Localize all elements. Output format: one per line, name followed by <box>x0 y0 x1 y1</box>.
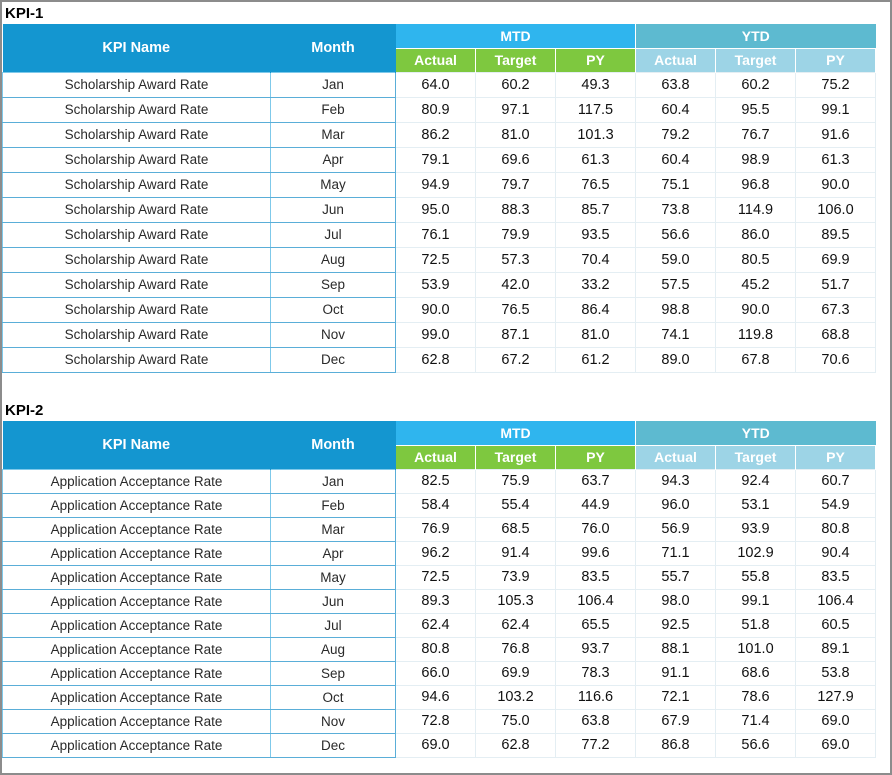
mtd-py-cell[interactable]: 33.2 <box>556 272 636 297</box>
ytd-actual-cell[interactable]: 96.0 <box>636 493 716 517</box>
ytd-actual-cell[interactable]: 63.8 <box>636 72 716 97</box>
kpi-2-section <box>2 401 876 758</box>
month-header: Month <box>271 24 396 72</box>
mtd-actual-cell[interactable]: 53.9 <box>396 272 476 297</box>
kpi-name-cell[interactable]: Scholarship Award Rate <box>3 322 271 347</box>
mtd-group-header: MTD <box>396 421 636 445</box>
mtd-py-cell[interactable]: 76.0 <box>556 517 636 541</box>
ytd-target-cell[interactable]: 53.1 <box>716 493 796 517</box>
ytd-target-header: Target <box>716 48 796 72</box>
kpi-name-cell[interactable]: Application Acceptance Rate <box>3 709 271 733</box>
ytd-target-cell[interactable]: 67.8 <box>716 347 796 372</box>
table-row <box>3 565 876 589</box>
mtd-target-cell[interactable]: 79.7 <box>476 172 556 197</box>
mtd-py-header: PY <box>556 445 636 469</box>
kpi-name-cell[interactable]: Scholarship Award Rate <box>3 247 271 272</box>
table-row <box>3 147 876 172</box>
mtd-actual-cell[interactable]: 66.0 <box>396 661 476 685</box>
ytd-py-cell[interactable]: 75.2 <box>796 72 876 97</box>
table-row <box>3 247 876 272</box>
month-cell[interactable]: Apr <box>271 541 396 565</box>
table-row <box>3 637 876 661</box>
table-row <box>3 517 876 541</box>
ytd-actual-cell[interactable]: 57.5 <box>636 272 716 297</box>
mtd-py-cell[interactable]: 93.5 <box>556 222 636 247</box>
mtd-target-cell[interactable]: 97.1 <box>476 97 556 122</box>
mtd-target-cell[interactable]: 62.4 <box>476 613 556 637</box>
month-cell[interactable]: Jan <box>271 72 396 97</box>
kpi-name-cell[interactable]: Application Acceptance Rate <box>3 541 271 565</box>
mtd-actual-cell[interactable]: 62.8 <box>396 347 476 372</box>
mtd-target-cell[interactable]: 67.2 <box>476 347 556 372</box>
kpi-2-title: KPI-2 <box>5 402 44 419</box>
ytd-py-cell[interactable]: 69.0 <box>796 733 876 757</box>
mtd-target-cell[interactable]: 76.8 <box>476 637 556 661</box>
month-header: Month <box>271 421 396 469</box>
ytd-actual-cell[interactable]: 89.0 <box>636 347 716 372</box>
mtd-actual-cell[interactable]: 89.3 <box>396 589 476 613</box>
mtd-py-cell[interactable]: 86.4 <box>556 297 636 322</box>
ytd-actual-cell[interactable]: 56.9 <box>636 517 716 541</box>
ytd-actual-cell[interactable]: 59.0 <box>636 247 716 272</box>
kpi-name-cell[interactable]: Application Acceptance Rate <box>3 493 271 517</box>
mtd-py-cell[interactable]: 61.2 <box>556 347 636 372</box>
ytd-py-cell[interactable]: 91.6 <box>796 122 876 147</box>
mtd-actual-cell[interactable]: 90.0 <box>396 297 476 322</box>
kpi-1-title: KPI-1 <box>5 5 44 22</box>
mtd-actual-cell[interactable]: 94.9 <box>396 172 476 197</box>
ytd-target-cell[interactable]: 99.1 <box>716 589 796 613</box>
mtd-py-cell[interactable]: 101.3 <box>556 122 636 147</box>
ytd-actual-header: Actual <box>636 48 716 72</box>
table-row <box>3 122 876 147</box>
mtd-py-cell[interactable]: 99.6 <box>556 541 636 565</box>
month-cell[interactable]: Jul <box>271 613 396 637</box>
kpi-name-cell[interactable]: Scholarship Award Rate <box>3 97 271 122</box>
ytd-target-cell[interactable]: 102.9 <box>716 541 796 565</box>
kpi-name-cell[interactable]: Application Acceptance Rate <box>3 661 271 685</box>
table-row <box>3 72 876 97</box>
mtd-actual-cell[interactable]: 76.9 <box>396 517 476 541</box>
mtd-actual-cell[interactable]: 80.9 <box>396 97 476 122</box>
ytd-actual-cell[interactable]: 91.1 <box>636 661 716 685</box>
ytd-target-cell[interactable]: 68.6 <box>716 661 796 685</box>
mtd-actual-cell[interactable]: 69.0 <box>396 733 476 757</box>
month-cell[interactable]: Nov <box>271 322 396 347</box>
ytd-py-cell[interactable]: 68.8 <box>796 322 876 347</box>
mtd-actual-cell[interactable]: 62.4 <box>396 613 476 637</box>
mtd-py-cell[interactable]: 49.3 <box>556 72 636 97</box>
ytd-actual-cell[interactable]: 73.8 <box>636 197 716 222</box>
table-row <box>3 661 876 685</box>
month-cell[interactable]: Feb <box>271 493 396 517</box>
ytd-actual-cell[interactable]: 98.8 <box>636 297 716 322</box>
mtd-py-cell[interactable]: 81.0 <box>556 322 636 347</box>
mtd-py-header: PY <box>556 48 636 72</box>
mtd-actual-cell[interactable]: 99.0 <box>396 322 476 347</box>
ytd-actual-cell[interactable]: 56.6 <box>636 222 716 247</box>
ytd-target-cell[interactable]: 90.0 <box>716 297 796 322</box>
mtd-target-cell[interactable]: 76.5 <box>476 297 556 322</box>
kpi-name-cell[interactable]: Scholarship Award Rate <box>3 222 271 247</box>
kpi-2-table <box>2 421 876 758</box>
mtd-py-cell[interactable]: 44.9 <box>556 493 636 517</box>
ytd-py-cell[interactable]: 99.1 <box>796 97 876 122</box>
kpi-name-cell[interactable]: Application Acceptance Rate <box>3 613 271 637</box>
mtd-actual-cell[interactable]: 86.2 <box>396 122 476 147</box>
mtd-target-cell[interactable]: 88.3 <box>476 197 556 222</box>
table-row <box>3 541 876 565</box>
ytd-actual-header: Actual <box>636 445 716 469</box>
ytd-target-cell[interactable]: 71.4 <box>716 709 796 733</box>
month-cell[interactable]: Mar <box>271 517 396 541</box>
mtd-actual-header: Actual <box>396 445 476 469</box>
ytd-py-cell[interactable]: 83.5 <box>796 565 876 589</box>
mtd-py-cell[interactable]: 83.5 <box>556 565 636 589</box>
mtd-target-cell[interactable]: 103.2 <box>476 685 556 709</box>
month-cell[interactable]: Sep <box>271 661 396 685</box>
ytd-target-cell[interactable]: 55.8 <box>716 565 796 589</box>
ytd-actual-cell[interactable]: 72.1 <box>636 685 716 709</box>
table-row <box>3 347 876 372</box>
kpi-name-cell[interactable]: Application Acceptance Rate <box>3 517 271 541</box>
mtd-actual-cell[interactable]: 72.5 <box>396 565 476 589</box>
ytd-actual-cell[interactable]: 60.4 <box>636 147 716 172</box>
ytd-py-cell[interactable]: 67.3 <box>796 297 876 322</box>
mtd-actual-cell[interactable]: 79.1 <box>396 147 476 172</box>
mtd-actual-cell[interactable]: 95.0 <box>396 197 476 222</box>
ytd-py-cell[interactable]: 106.4 <box>796 589 876 613</box>
mtd-target-cell[interactable]: 75.0 <box>476 709 556 733</box>
ytd-py-cell[interactable]: 53.8 <box>796 661 876 685</box>
kpi-1-section <box>2 4 876 373</box>
mtd-py-cell[interactable]: 77.2 <box>556 733 636 757</box>
mtd-target-cell[interactable]: 57.3 <box>476 247 556 272</box>
ytd-target-cell[interactable]: 119.8 <box>716 322 796 347</box>
kpi-name-header: KPI Name <box>3 24 271 72</box>
mtd-actual-cell[interactable]: 80.8 <box>396 637 476 661</box>
mtd-target-header: Target <box>476 445 556 469</box>
mtd-target-cell[interactable]: 87.1 <box>476 322 556 347</box>
month-cell[interactable]: Apr <box>271 147 396 172</box>
mtd-py-cell[interactable]: 63.7 <box>556 469 636 493</box>
ytd-py-cell[interactable]: 89.1 <box>796 637 876 661</box>
kpi-name-cell[interactable]: Application Acceptance Rate <box>3 637 271 661</box>
ytd-target-cell[interactable]: 86.0 <box>716 222 796 247</box>
ytd-py-header: PY <box>796 48 876 72</box>
ytd-target-cell[interactable]: 45.2 <box>716 272 796 297</box>
month-cell[interactable]: Dec <box>271 347 396 372</box>
ytd-actual-cell[interactable]: 67.9 <box>636 709 716 733</box>
month-cell[interactable]: Mar <box>271 122 396 147</box>
mtd-target-cell[interactable]: 69.6 <box>476 147 556 172</box>
kpi-name-cell[interactable]: Scholarship Award Rate <box>3 197 271 222</box>
ytd-target-cell[interactable]: 93.9 <box>716 517 796 541</box>
ytd-group-header: YTD <box>636 421 876 445</box>
ytd-target-cell[interactable]: 78.6 <box>716 685 796 709</box>
ytd-target-cell[interactable]: 51.8 <box>716 613 796 637</box>
ytd-actual-cell[interactable]: 88.1 <box>636 637 716 661</box>
mtd-target-cell[interactable]: 75.9 <box>476 469 556 493</box>
mtd-target-cell[interactable]: 79.9 <box>476 222 556 247</box>
ytd-target-cell[interactable]: 96.8 <box>716 172 796 197</box>
mtd-actual-cell[interactable]: 96.2 <box>396 541 476 565</box>
ytd-actual-cell[interactable]: 75.1 <box>636 172 716 197</box>
ytd-py-cell[interactable]: 90.0 <box>796 172 876 197</box>
kpi-name-cell[interactable]: Scholarship Award Rate <box>3 122 271 147</box>
ytd-actual-cell[interactable]: 55.7 <box>636 565 716 589</box>
table-row <box>3 297 876 322</box>
ytd-py-cell[interactable]: 90.4 <box>796 541 876 565</box>
ytd-target-cell[interactable]: 95.5 <box>716 97 796 122</box>
kpi-1-table <box>2 24 876 373</box>
month-cell[interactable]: Jul <box>271 222 396 247</box>
ytd-py-cell[interactable]: 127.9 <box>796 685 876 709</box>
ytd-target-cell[interactable]: 92.4 <box>716 469 796 493</box>
ytd-group-header: YTD <box>636 24 876 48</box>
ytd-py-cell[interactable]: 54.9 <box>796 493 876 517</box>
ytd-target-cell[interactable]: 114.9 <box>716 197 796 222</box>
ytd-target-cell[interactable]: 76.7 <box>716 122 796 147</box>
table-row <box>3 685 876 709</box>
month-cell[interactable]: May <box>271 565 396 589</box>
mtd-target-cell[interactable]: 81.0 <box>476 122 556 147</box>
table-row <box>3 469 876 493</box>
mtd-target-cell[interactable]: 68.5 <box>476 517 556 541</box>
mtd-target-cell[interactable]: 42.0 <box>476 272 556 297</box>
mtd-target-cell[interactable]: 69.9 <box>476 661 556 685</box>
month-cell[interactable]: Aug <box>271 637 396 661</box>
ytd-py-cell[interactable]: 69.0 <box>796 709 876 733</box>
ytd-target-cell[interactable]: 56.6 <box>716 733 796 757</box>
kpi-name-cell[interactable]: Scholarship Award Rate <box>3 347 271 372</box>
table-row <box>3 197 876 222</box>
ytd-actual-cell[interactable]: 98.0 <box>636 589 716 613</box>
mtd-py-cell[interactable]: 106.4 <box>556 589 636 613</box>
ytd-py-cell[interactable]: 69.9 <box>796 247 876 272</box>
ytd-py-cell[interactable]: 70.6 <box>796 347 876 372</box>
mtd-actual-cell[interactable]: 76.1 <box>396 222 476 247</box>
ytd-py-cell[interactable]: 89.5 <box>796 222 876 247</box>
mtd-target-cell[interactable]: 105.3 <box>476 589 556 613</box>
ytd-actual-cell[interactable]: 71.1 <box>636 541 716 565</box>
month-cell[interactable]: Jun <box>271 589 396 613</box>
ytd-target-cell[interactable]: 98.9 <box>716 147 796 172</box>
table-row <box>3 97 876 122</box>
ytd-py-cell[interactable]: 106.0 <box>796 197 876 222</box>
ytd-actual-cell[interactable]: 94.3 <box>636 469 716 493</box>
table-row <box>3 493 876 517</box>
month-cell[interactable]: Jun <box>271 197 396 222</box>
mtd-group-header: MTD <box>396 24 636 48</box>
month-cell[interactable]: Feb <box>271 97 396 122</box>
table-row <box>3 733 876 757</box>
month-cell[interactable]: Oct <box>271 685 396 709</box>
kpi-name-cell[interactable]: Application Acceptance Rate <box>3 685 271 709</box>
month-cell[interactable]: Oct <box>271 297 396 322</box>
ytd-py-cell[interactable]: 80.8 <box>796 517 876 541</box>
kpi-name-cell[interactable]: Application Acceptance Rate <box>3 589 271 613</box>
mtd-py-cell[interactable]: 116.6 <box>556 685 636 709</box>
ytd-py-cell[interactable]: 60.5 <box>796 613 876 637</box>
ytd-actual-cell[interactable]: 79.2 <box>636 122 716 147</box>
table-row <box>3 272 876 297</box>
table-row <box>3 172 876 197</box>
mtd-target-cell[interactable]: 73.9 <box>476 565 556 589</box>
table-row <box>3 322 876 347</box>
mtd-py-cell[interactable]: 76.5 <box>556 172 636 197</box>
ytd-py-header: PY <box>796 445 876 469</box>
ytd-actual-cell[interactable]: 92.5 <box>636 613 716 637</box>
mtd-target-cell[interactable]: 91.4 <box>476 541 556 565</box>
kpi-name-cell[interactable]: Scholarship Award Rate <box>3 172 271 197</box>
mtd-py-cell[interactable]: 78.3 <box>556 661 636 685</box>
ytd-target-cell[interactable]: 80.5 <box>716 247 796 272</box>
month-cell[interactable]: Sep <box>271 272 396 297</box>
mtd-target-header: Target <box>476 48 556 72</box>
kpi-name-cell[interactable]: Application Acceptance Rate <box>3 733 271 757</box>
ytd-target-cell[interactable]: 60.2 <box>716 72 796 97</box>
ytd-actual-cell[interactable]: 60.4 <box>636 97 716 122</box>
ytd-py-cell[interactable]: 51.7 <box>796 272 876 297</box>
kpi-name-cell[interactable]: Application Acceptance Rate <box>3 565 271 589</box>
ytd-target-header: Target <box>716 445 796 469</box>
mtd-actual-cell[interactable]: 72.5 <box>396 247 476 272</box>
mtd-actual-cell[interactable]: 58.4 <box>396 493 476 517</box>
mtd-actual-cell[interactable]: 72.8 <box>396 709 476 733</box>
mtd-actual-cell[interactable]: 64.0 <box>396 72 476 97</box>
month-cell[interactable]: Nov <box>271 709 396 733</box>
mtd-actual-cell[interactable]: 94.6 <box>396 685 476 709</box>
month-cell[interactable]: Dec <box>271 733 396 757</box>
mtd-py-cell[interactable]: 65.5 <box>556 613 636 637</box>
kpi-name-cell[interactable]: Scholarship Award Rate <box>3 72 271 97</box>
mtd-target-cell[interactable]: 62.8 <box>476 733 556 757</box>
mtd-py-cell[interactable]: 61.3 <box>556 147 636 172</box>
mtd-target-cell[interactable]: 60.2 <box>476 72 556 97</box>
mtd-py-cell[interactable]: 63.8 <box>556 709 636 733</box>
month-cell[interactable]: Aug <box>271 247 396 272</box>
kpi-name-header: KPI Name <box>3 421 271 469</box>
mtd-actual-cell[interactable]: 82.5 <box>396 469 476 493</box>
table-row <box>3 589 876 613</box>
mtd-py-cell[interactable]: 85.7 <box>556 197 636 222</box>
kpi-name-cell[interactable]: Scholarship Award Rate <box>3 297 271 322</box>
ytd-actual-cell[interactable]: 86.8 <box>636 733 716 757</box>
mtd-py-cell[interactable]: 117.5 <box>556 97 636 122</box>
mtd-py-cell[interactable]: 93.7 <box>556 637 636 661</box>
kpi-name-cell[interactable]: Scholarship Award Rate <box>3 272 271 297</box>
ytd-actual-cell[interactable]: 74.1 <box>636 322 716 347</box>
mtd-py-cell[interactable]: 70.4 <box>556 247 636 272</box>
kpi-name-cell[interactable]: Application Acceptance Rate <box>3 469 271 493</box>
table-row <box>3 709 876 733</box>
ytd-py-cell[interactable]: 60.7 <box>796 469 876 493</box>
month-cell[interactable]: May <box>271 172 396 197</box>
kpi-name-cell[interactable]: Scholarship Award Rate <box>3 147 271 172</box>
table-row <box>3 222 876 247</box>
mtd-target-cell[interactable]: 55.4 <box>476 493 556 517</box>
table-row <box>3 613 876 637</box>
month-cell[interactable]: Jan <box>271 469 396 493</box>
mtd-actual-header: Actual <box>396 48 476 72</box>
ytd-py-cell[interactable]: 61.3 <box>796 147 876 172</box>
ytd-target-cell[interactable]: 101.0 <box>716 637 796 661</box>
